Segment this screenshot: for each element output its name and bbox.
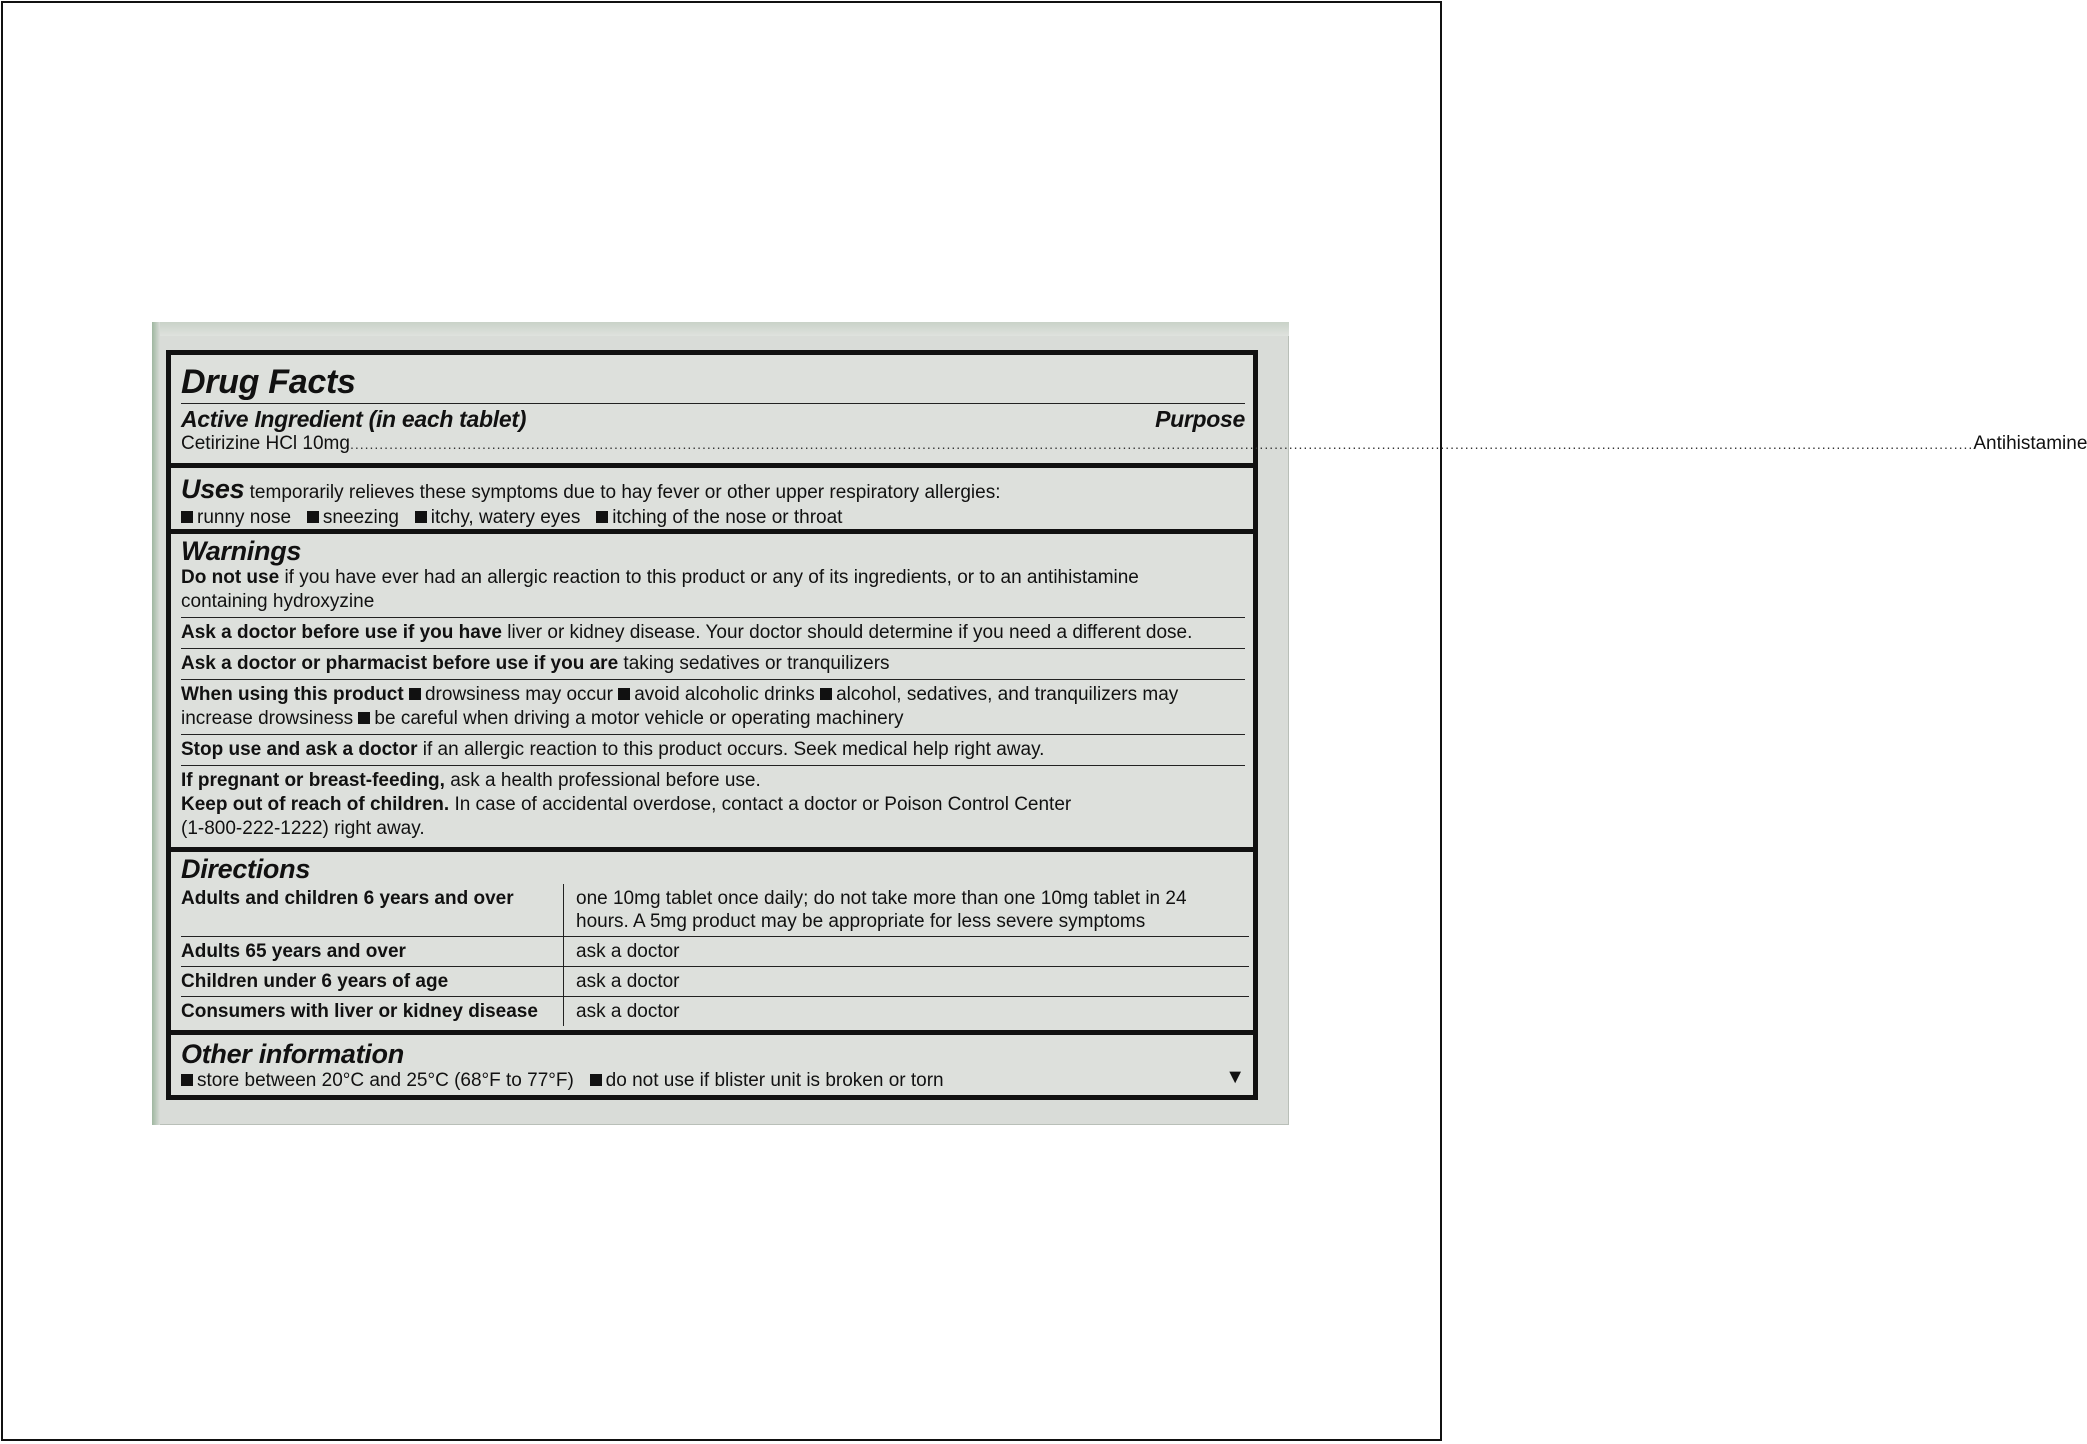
uses-line [181, 472, 1245, 506]
bullet-icon [358, 712, 370, 724]
uses-items [181, 506, 1245, 530]
drug-facts-panel [166, 350, 2087, 1100]
keep-out: Keep out of reach of children. In case of accidental overdose, contact a doctor or Poison Control Center [181, 794, 1072, 815]
other-info-items: store between 20°C and 25°C (68°F to 77°F) do not use if blister unit is broken or torn [181, 1069, 1245, 1093]
directions-what: ask a doctor [576, 1001, 680, 1022]
directions-heading: Directions [181, 854, 311, 884]
uses-heading: Uses [181, 474, 245, 504]
directions-what: ask a doctor [564, 937, 1250, 967]
uses-item: sneezing [322, 507, 399, 528]
bullet-icon [307, 511, 319, 523]
table-row [181, 967, 1249, 997]
directions-who: Consumers with liver or kidney disease [181, 997, 564, 1027]
keep-out-cont: (1-800-222-1222) right away. [181, 818, 425, 839]
directions-who: Children under 6 years of age [181, 967, 564, 997]
uses-item: itchy, watery eyes [430, 507, 581, 528]
bullet-icon [596, 511, 608, 523]
when-using: When using this product drowsiness may occur avoid alcoholic drinks alcohol, sedatives, and tranquilizers may [181, 684, 1179, 705]
directions-what: one 10mg tablet once daily; do not take more than one 10mg tablet in 24 hours. A 5mg product may be appropriate for less severe symptoms [564, 884, 1250, 937]
table-row [181, 997, 1249, 1027]
uses-intro: temporarily relieves these symptoms due to hay fever or other upper respiratory allergies: [249, 482, 1001, 503]
directions-what: ask a doctor [564, 967, 1250, 997]
uses-item: itching of the nose or throat [612, 507, 843, 528]
bullet-icon [181, 511, 193, 523]
ask-doctor: Ask a doctor before use if you have liver or kidney disease. Your doctor should determine if you need a different dose. [181, 622, 1193, 643]
active-header-row [181, 406, 1245, 432]
ingredient-purpose: Antihistamine [1973, 433, 2087, 454]
pregnant: If pregnant or breast-feeding, ask a health professional before use. [181, 770, 761, 791]
uses-section [171, 463, 1253, 530]
ingredient-name: Cetirizine HCl 10mg [181, 433, 350, 454]
directions-who: Adults 65 years and over [181, 937, 564, 967]
bullet-icon [820, 688, 832, 700]
bullet-icon [415, 511, 427, 523]
directions-who: Adults and children 6 years and over [181, 884, 564, 937]
page-title: Drug Facts [181, 363, 356, 401]
active-ingredient-heading: Active Ingredient (in each tablet) [181, 406, 527, 432]
directions-section [171, 847, 1253, 1026]
bullet-icon [409, 688, 421, 700]
active-ingredient-row [181, 432, 2087, 456]
ask-pharmacist: Ask a doctor or pharmacist before use if you are taking sedatives or tranquilizers [181, 653, 890, 674]
other-info-heading: Other information [181, 1039, 404, 1069]
table-row [181, 884, 1249, 937]
do-not-use: Do not use if you have ever had an allergic reaction to this product or any of its ingredients, or to an antihistamine [181, 567, 1139, 588]
warnings-section [171, 529, 1253, 841]
warnings-heading: Warnings [181, 536, 302, 566]
bullet-icon [181, 1074, 193, 1086]
directions-table [181, 884, 1249, 1026]
table-row [181, 937, 1249, 967]
stop-use: Stop use and ask a doctor if an allergic reaction to this product occurs. Seek medical help right away. [181, 739, 1045, 760]
drug-facts-title-section [171, 363, 2087, 456]
bullet-icon [590, 1074, 602, 1086]
purpose-heading: Purpose [1155, 406, 1245, 432]
do-not-use-cont: containing hydroxyzine [181, 591, 375, 612]
bullet-icon [618, 688, 630, 700]
leader-dots: ............................................................................................................................................................................................................................................................................................................................................ [349, 436, 1974, 452]
continued-arrow-icon: ▼ [1225, 1066, 1245, 1088]
divider [181, 403, 1245, 404]
uses-item: runny nose [197, 507, 292, 528]
when-using-cont: increase drowsiness be careful when driving a motor vehicle or operating machinery [181, 708, 904, 729]
other-info-section [171, 1030, 1253, 1095]
